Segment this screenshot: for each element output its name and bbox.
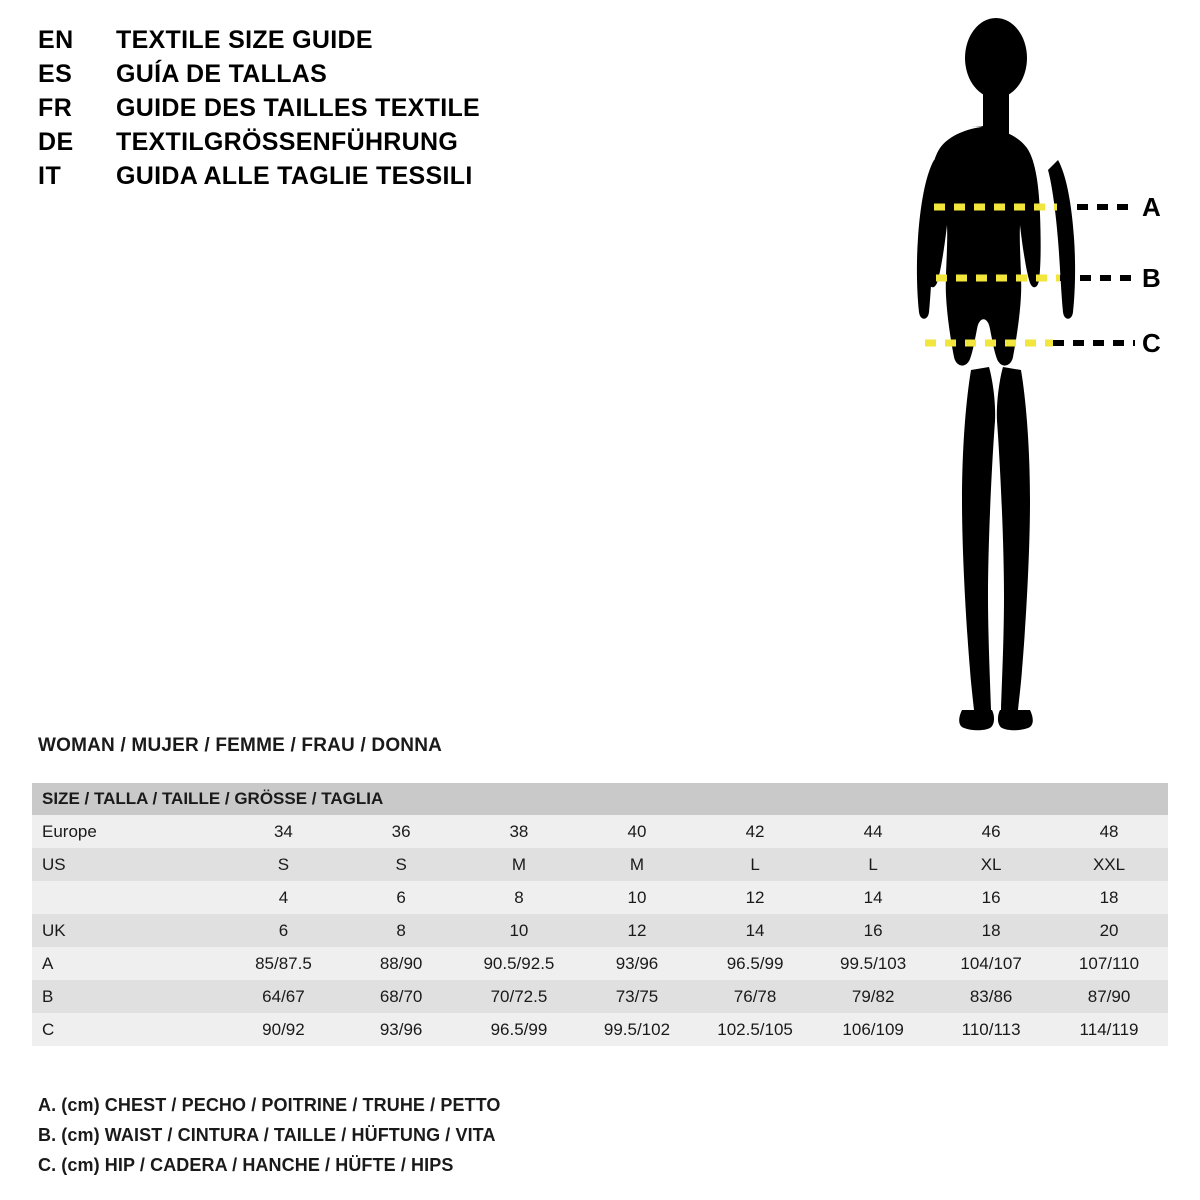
cell: 38 bbox=[460, 815, 578, 848]
cell: 18 bbox=[932, 914, 1050, 947]
row-label-uk: UK bbox=[32, 914, 225, 947]
cell: 8 bbox=[460, 881, 578, 914]
cell: 16 bbox=[814, 914, 932, 947]
cell: 16 bbox=[932, 881, 1050, 914]
cell: 73/75 bbox=[578, 980, 696, 1013]
row-label-europe: Europe bbox=[32, 815, 225, 848]
cell: 64/67 bbox=[225, 980, 343, 1013]
cell: L bbox=[696, 848, 814, 881]
figure-area bbox=[850, 10, 1180, 750]
cell: 99.5/103 bbox=[814, 947, 932, 980]
cell: 8 bbox=[342, 914, 460, 947]
cell: XXL bbox=[1050, 848, 1168, 881]
cell: XL bbox=[932, 848, 1050, 881]
cell: 34 bbox=[225, 815, 343, 848]
cell: 83/86 bbox=[932, 980, 1050, 1013]
cell: 76/78 bbox=[696, 980, 814, 1013]
cell: M bbox=[578, 848, 696, 881]
cell: 4 bbox=[225, 881, 343, 914]
row-label-us-numeric bbox=[32, 881, 225, 914]
cell: 70/72.5 bbox=[460, 980, 578, 1013]
cell: M bbox=[460, 848, 578, 881]
cell: 18 bbox=[1050, 881, 1168, 914]
language-code-it: IT bbox=[38, 162, 62, 190]
cell: 90/92 bbox=[225, 1013, 343, 1046]
cell: 42 bbox=[696, 815, 814, 848]
table-row bbox=[32, 881, 1168, 914]
row-label-c: C bbox=[32, 1013, 225, 1046]
language-code-es: ES bbox=[38, 60, 73, 88]
size-table bbox=[32, 783, 1168, 1046]
cell: 107/110 bbox=[1050, 947, 1168, 980]
measure-label-a: A bbox=[1142, 192, 1161, 222]
language-code-fr: FR bbox=[38, 94, 73, 122]
language-row bbox=[38, 60, 598, 94]
cell: S bbox=[342, 848, 460, 881]
cell: 20 bbox=[1050, 914, 1168, 947]
cell: 68/70 bbox=[342, 980, 460, 1013]
cell: 110/113 bbox=[932, 1013, 1050, 1046]
cell: 48 bbox=[1050, 815, 1168, 848]
table-row bbox=[32, 815, 1168, 848]
table-header-row bbox=[32, 783, 1168, 815]
cell: 12 bbox=[578, 914, 696, 947]
language-code-en: EN bbox=[38, 26, 74, 54]
language-title-es: GUÍA DE TALLAS bbox=[116, 60, 328, 88]
measure-label-c: C bbox=[1142, 328, 1161, 358]
section-title-woman: WOMAN / MUJER / FEMME / FRAU / DONNA bbox=[38, 735, 443, 756]
cell: 12 bbox=[696, 881, 814, 914]
cell: 14 bbox=[814, 881, 932, 914]
cell: 88/90 bbox=[342, 947, 460, 980]
cell: 10 bbox=[460, 914, 578, 947]
table-row bbox=[32, 980, 1168, 1013]
cell: 85/87.5 bbox=[225, 947, 343, 980]
legend-line-a: A. (cm) CHEST / PECHO / POITRINE / TRUHE / PETTO bbox=[38, 1095, 501, 1115]
cell: 114/119 bbox=[1050, 1013, 1168, 1046]
cell: 102.5/105 bbox=[696, 1013, 814, 1046]
cell: 106/109 bbox=[814, 1013, 932, 1046]
measurement-legend bbox=[38, 1090, 738, 1180]
cell: 99.5/102 bbox=[578, 1013, 696, 1046]
language-title-block bbox=[38, 26, 598, 196]
cell: S bbox=[225, 848, 343, 881]
row-label-b: B bbox=[32, 980, 225, 1013]
legend-line-b: B. (cm) WAIST / CINTURA / TAILLE / HÜFTUNG / VITA bbox=[38, 1125, 496, 1145]
row-label-us: US bbox=[32, 848, 225, 881]
female-silhouette-icon bbox=[850, 10, 1180, 750]
table-row bbox=[32, 848, 1168, 881]
cell: 40 bbox=[578, 815, 696, 848]
language-row bbox=[38, 94, 598, 128]
table-row bbox=[32, 914, 1168, 947]
cell: 93/96 bbox=[342, 1013, 460, 1046]
legend-line-c: C. (cm) HIP / CADERA / HANCHE / HÜFTE / HIPS bbox=[38, 1155, 454, 1175]
cell: 87/90 bbox=[1050, 980, 1168, 1013]
cell: 36 bbox=[342, 815, 460, 848]
cell: 96.5/99 bbox=[696, 947, 814, 980]
cell: 96.5/99 bbox=[460, 1013, 578, 1046]
cell: 79/82 bbox=[814, 980, 932, 1013]
cell: 6 bbox=[342, 881, 460, 914]
cell: 6 bbox=[225, 914, 343, 947]
language-title-fr: GUIDE DES TAILLES TEXTILE bbox=[116, 94, 481, 122]
language-title-en: TEXTILE SIZE GUIDE bbox=[116, 26, 373, 54]
cell: L bbox=[814, 848, 932, 881]
cell: 44 bbox=[814, 815, 932, 848]
cell: 10 bbox=[578, 881, 696, 914]
language-row bbox=[38, 162, 598, 196]
language-row bbox=[38, 128, 598, 162]
cell: 104/107 bbox=[932, 947, 1050, 980]
measure-label-b: B bbox=[1142, 263, 1161, 293]
cell: 46 bbox=[932, 815, 1050, 848]
language-code-de: DE bbox=[38, 128, 74, 156]
language-title-de: TEXTILGRÖSSENFÜHRUNG bbox=[116, 128, 459, 156]
cell: 14 bbox=[696, 914, 814, 947]
language-row bbox=[38, 26, 598, 60]
table-row bbox=[32, 1013, 1168, 1046]
language-title-it: GUIDA ALLE TAGLIE TESSILI bbox=[116, 162, 473, 190]
table-header-label: SIZE / TALLA / TAILLE / GRÖSSE / TAGLIA bbox=[32, 783, 1168, 815]
row-label-a: A bbox=[32, 947, 225, 980]
table-row bbox=[32, 947, 1168, 980]
cell: 93/96 bbox=[578, 947, 696, 980]
cell: 90.5/92.5 bbox=[460, 947, 578, 980]
